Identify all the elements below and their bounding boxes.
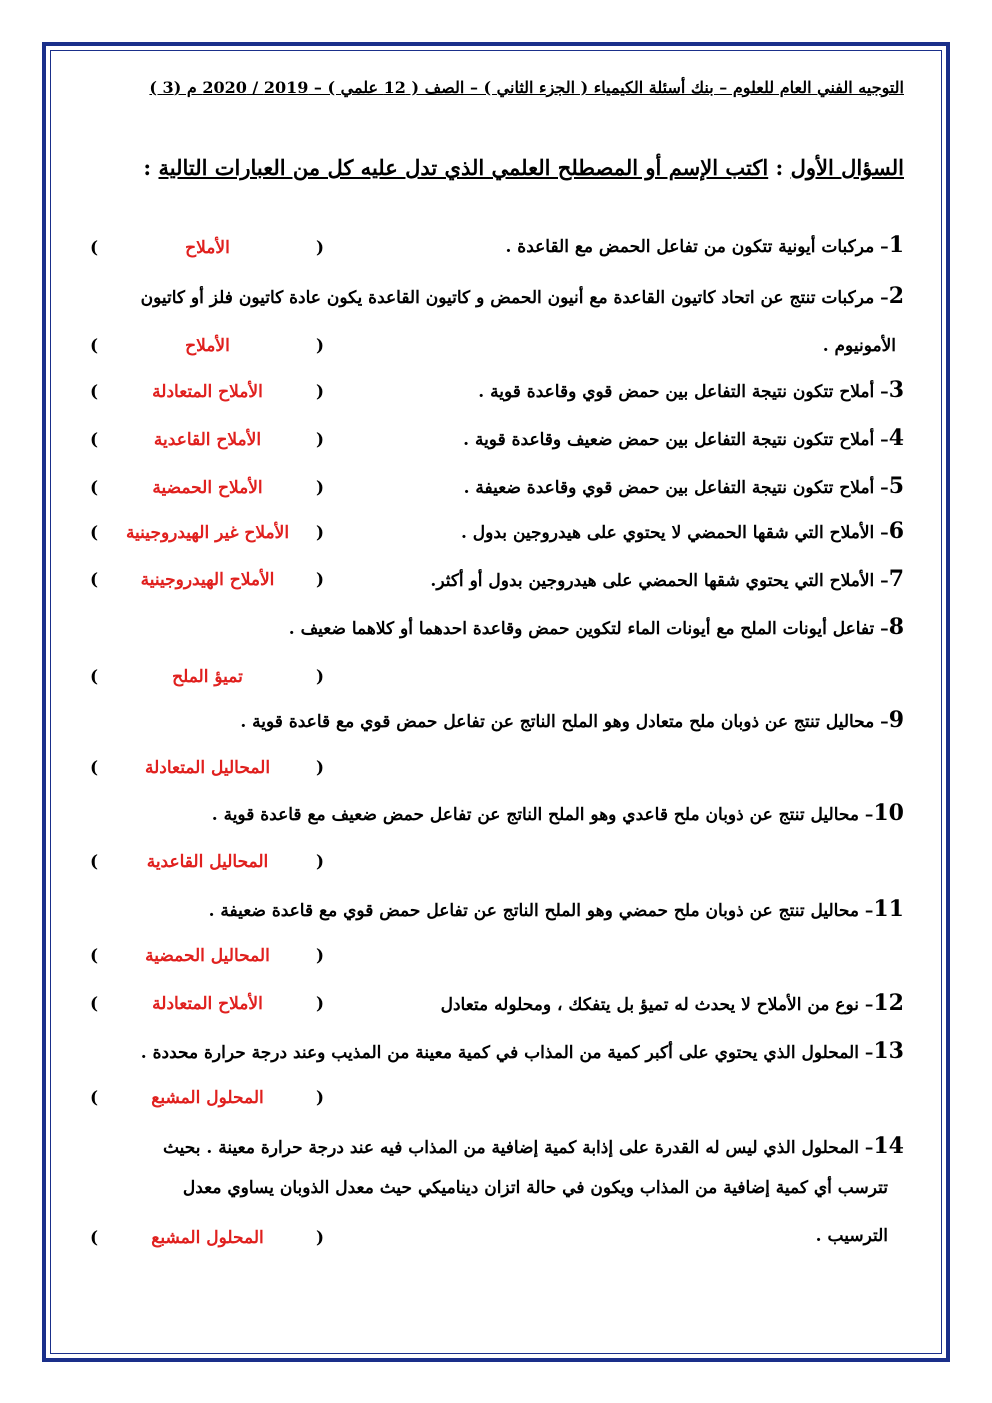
answer-text: الأملاح المتعادلة <box>152 994 263 1014</box>
page-header: التوجيه الفني العام للعلوم – بنك أسئلة الكيمياء ( الجزء الثاني ) – الصف ( 12 علمي ) – 2019 / 2020 م (3 ) <box>149 78 904 97</box>
item-text: – مركبات أيونية تتكون من تفاعل الحمض مع القاعدة . <box>505 237 889 257</box>
item-text: – محاليل تنتج عن ذوبان ملح حمضي وهو الملح الناتج عن تفاعل حمض قوي مع قاعدة ضعيفة . <box>208 901 874 921</box>
answer-text: الأملاح الهيدروجينية <box>140 570 275 590</box>
item-text: – محاليل تنتج عن ذوبان ملح قاعدي وهو الملح الناتج عن تفاعل حمض ضعيف مع قاعدة قوية . <box>211 805 874 825</box>
item-6 <box>461 518 904 544</box>
question-label: السؤال الأول <box>790 155 904 180</box>
answer-text: الأملاح الحمضية <box>152 478 263 498</box>
answer-6: ( الأملاح غير الهيدروجينية ) <box>90 523 324 543</box>
item-12 <box>441 990 904 1016</box>
item-4 <box>463 425 904 451</box>
answer-5: ( الأملاح الحمضية ) <box>90 478 324 498</box>
answer-text: المحلول المشبع <box>151 1228 264 1248</box>
question-separator: : <box>768 155 791 180</box>
answer-text: الأملاح غير الهيدروجينية <box>125 523 290 543</box>
item-number: 4 <box>888 425 904 451</box>
item-3 <box>478 377 904 403</box>
answer-text: تميؤ الملح <box>172 667 243 687</box>
item-text: – محاليل تنتج عن ذوبان ملح متعادل وهو الملح الناتج عن تفاعل حمض قوي مع قاعدة قوية . <box>240 712 889 732</box>
item-7 <box>430 566 904 592</box>
item-number: 3 <box>888 377 904 403</box>
item-text: – الأملاح التي شقها الحمضي لا يحتوي على هيدروجين بدول . <box>460 523 889 543</box>
answer-2: ( الأملاح ) <box>90 336 324 356</box>
item-number: 12 <box>873 990 904 1016</box>
item-number: 6 <box>888 518 904 544</box>
answer-9: ( المحاليل المتعادلة ) <box>90 758 324 778</box>
item-14-continuation: تترسب أي كمية إضافية من المذاب ويكون في حالة اتزان ديناميكي حيث معدل الذوبان يساوي معدل <box>182 1178 888 1198</box>
item-text: – أملاح تتكون نتيجة التفاعل بين حمض قوي وقاعدة ضعيفة . <box>463 478 889 498</box>
question-instruction: اكتب الإسم أو المصطلح العلمي الذي تدل عليه كل من العبارات التالية <box>158 155 769 180</box>
answer-text: المحاليل الحمضية <box>145 946 270 966</box>
item-number: 13 <box>873 1038 904 1064</box>
item-1 <box>505 232 904 258</box>
item-10 <box>212 800 904 826</box>
answer-text: الأملاح المتعادلة <box>152 382 263 402</box>
answer-11: ( المحاليل الحمضية ) <box>90 946 324 966</box>
item-number: 9 <box>888 707 904 733</box>
answer-text: المحاليل المتعادلة <box>144 758 271 778</box>
item-8 <box>289 614 904 640</box>
answer-12: ( الأملاح المتعادلة ) <box>90 994 324 1014</box>
item-text: – أملاح تتكون نتيجة التفاعل بين حمض قوي وقاعدة قوية . <box>478 382 889 402</box>
item-number: 7 <box>888 566 904 592</box>
item-13 <box>141 1038 904 1064</box>
item-5 <box>464 473 904 499</box>
item-11 <box>209 896 904 922</box>
answer-14: ( المحلول المشبع ) <box>90 1228 324 1248</box>
answer-text: الأملاح <box>185 336 230 356</box>
item-14 <box>163 1133 904 1159</box>
item-text: – تفاعل أيونات الملح مع أيونات الماء لتكوين حمض وقاعدة احدهما أو كلاهما ضعيف . <box>288 619 889 639</box>
answer-text: الأملاح <box>185 238 230 258</box>
answer-8: ( تميؤ الملح ) <box>90 667 324 687</box>
item-2-continuation: الأمونيوم . <box>822 336 896 356</box>
item-9 <box>240 707 904 733</box>
item-text: – الأملاح التي يحتوي شقها الحمضي على هيدروجين بدول أو أكثر. <box>430 571 889 591</box>
item-text: – مركبات تنتج عن اتحاد كاتيون القاعدة مع أنيون الحمض و كاتيون القاعدة يكون عادة كاتيون فلز أو كاتيون <box>140 288 889 308</box>
answer-text: المحلول المشبع <box>151 1088 264 1108</box>
item-number: 5 <box>888 473 904 499</box>
item-number: 11 <box>873 896 904 922</box>
item-text: – المحلول الذي ليس له القدرة على إذابة كمية إضافية من المذاب فيه عند درجة حرارة معينة . بحيث <box>162 1138 874 1158</box>
item-number: 8 <box>888 614 904 640</box>
item-2 <box>141 283 904 309</box>
answer-1: ( الأملاح ) <box>90 238 324 258</box>
answer-4: ( الأملاح القاعدية ) <box>90 430 324 450</box>
item-number: 2 <box>888 283 904 309</box>
question-title <box>143 155 904 180</box>
item-text: – أملاح تتكون نتيجة التفاعل بين حمض ضعيف وقاعدة قوية . <box>463 430 889 450</box>
item-14-continuation-2: الترسيب . <box>815 1226 888 1246</box>
answer-13: ( المحلول المشبع ) <box>90 1088 324 1108</box>
item-number: 14 <box>873 1133 904 1159</box>
answer-3: ( الأملاح المتعادلة ) <box>90 382 324 402</box>
item-text: – نوع من الأملاح لا يحدث له تميؤ بل يتفكك ، ومحلوله متعادل <box>440 995 874 1015</box>
answer-7: ( الأملاح الهيدروجينية ) <box>90 570 324 590</box>
item-text: – المحلول الذي يحتوي على أكبر كمية من المذاب في كمية معينة من المذيب وعند درجة حرارة محددة . <box>140 1043 874 1063</box>
item-number: 10 <box>873 800 904 826</box>
question-end: : <box>143 155 159 180</box>
answer-text: المحاليل القاعدية <box>146 852 269 872</box>
answer-10: ( المحاليل القاعدية ) <box>90 852 324 872</box>
answer-text: الأملاح القاعدية <box>153 430 262 450</box>
item-number: 1 <box>888 232 904 258</box>
